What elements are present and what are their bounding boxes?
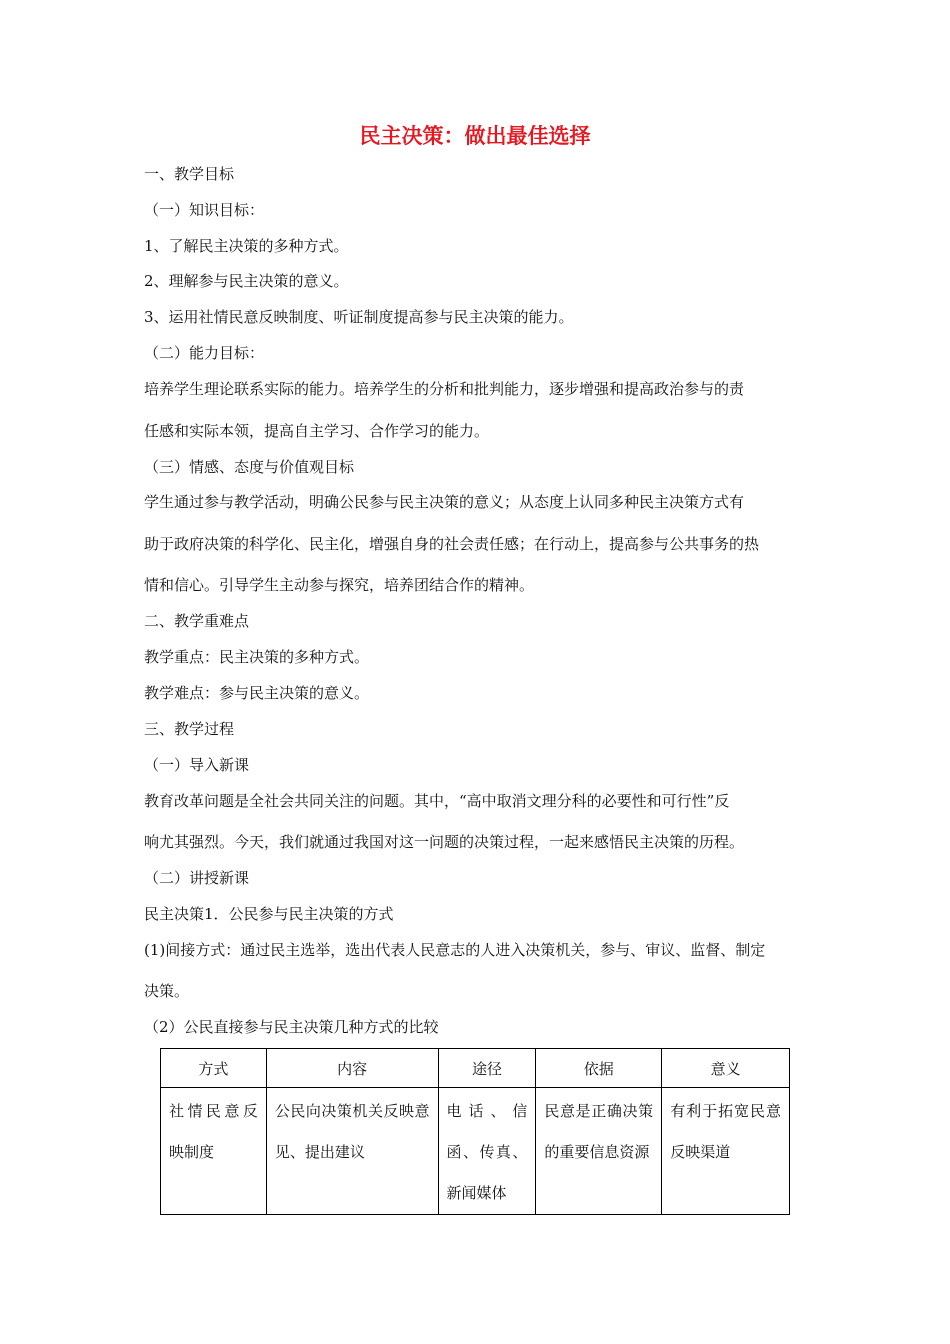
subheading-ability-goals: （二）能力目标： <box>144 344 265 362</box>
table-caption: （2）公民直接参与民主决策几种方式的比较 <box>144 1018 439 1036</box>
paragraph-line: (1)间接方式：通过民主选举，选出代表人民意志的人进入决策机关，参与、审议、监督、制定 <box>144 941 766 959</box>
paragraph-line: 培养学生理论联系实际的能力。培养学生的分析和批判能力，逐步增强和提高政治参与的责 <box>144 380 745 398</box>
table-header-cell: 意义 <box>662 1049 790 1088</box>
heading-teaching-process: 三、教学过程 <box>144 720 235 738</box>
table-cell: 公民向决策机关反映意见、提出建议 <box>266 1088 438 1215</box>
table-cell: 民意是正确决策的重要信息资源 <box>536 1088 662 1215</box>
table-header-cell: 方式 <box>161 1049 267 1088</box>
table-header-cell: 内容 <box>266 1049 438 1088</box>
table-cell: 有利于拓宽民意反映渠道 <box>662 1088 790 1215</box>
heading-teaching-goals: 一、教学目标 <box>144 165 235 183</box>
subheading-attitude-goals: （三）情感、态度与价值观目标 <box>144 458 355 476</box>
heading-key-points: 二、教学重难点 <box>144 612 250 630</box>
subheading-new-lesson: （二）讲授新课 <box>144 869 250 887</box>
paragraph-line: 助于政府决策的科学化、民主化，增强自身的社会责任感；在行动上，提高参与公共事务的热 <box>144 535 760 553</box>
table-cell: 社情民意反映制度 <box>161 1088 267 1215</box>
paragraph-line: 学生通过参与教学活动，明确公民参与民主决策的意义；从态度上认同多种民主决策方式有 <box>144 493 745 511</box>
paragraph-line: 教育改革问题是全社会共同关注的问题。其中，“高中取消文理分科的必要性和可行性”反 <box>144 792 730 810</box>
paragraph-line: 决策。 <box>144 982 190 1000</box>
paragraph-line: 教学重点：民主决策的多种方式。 <box>144 648 370 666</box>
table-header-cell: 途径 <box>438 1049 536 1088</box>
list-item: 2、理解参与民主决策的意义。 <box>144 272 349 290</box>
document-title: 民主决策：做出最佳选择 <box>359 124 591 148</box>
table-header-cell: 依据 <box>536 1049 662 1088</box>
subheading-introduction: （一）导入新课 <box>144 756 250 774</box>
paragraph-line: 民主决策1．公民参与民主决策的方式 <box>144 905 394 923</box>
paragraph-line: 任感和实际本领，提高自主学习、合作学习的能力。 <box>144 422 490 440</box>
table-row <box>161 1088 790 1215</box>
table-cell: 电话、信函、传真、新闻媒体 <box>438 1088 536 1215</box>
subheading-knowledge-goals: （一）知识目标： <box>144 201 265 219</box>
paragraph-line: 情和信心。引导学生主动参与探究，培养团结合作的精神。 <box>144 576 535 594</box>
paragraph-line: 教学难点：参与民主决策的意义。 <box>144 684 370 702</box>
paragraph-line: 响尤其强烈。今天，我们就通过我国对这一问题的决策过程，一起来感悟民主决策的历程。 <box>144 833 745 851</box>
comparison-table <box>160 1048 790 1215</box>
list-item: 1、了解民主决策的多种方式。 <box>144 237 349 255</box>
table-header-row <box>161 1049 790 1088</box>
list-item: 3、运用社情民意反映制度、听证制度提高参与民主决策的能力。 <box>144 308 574 326</box>
